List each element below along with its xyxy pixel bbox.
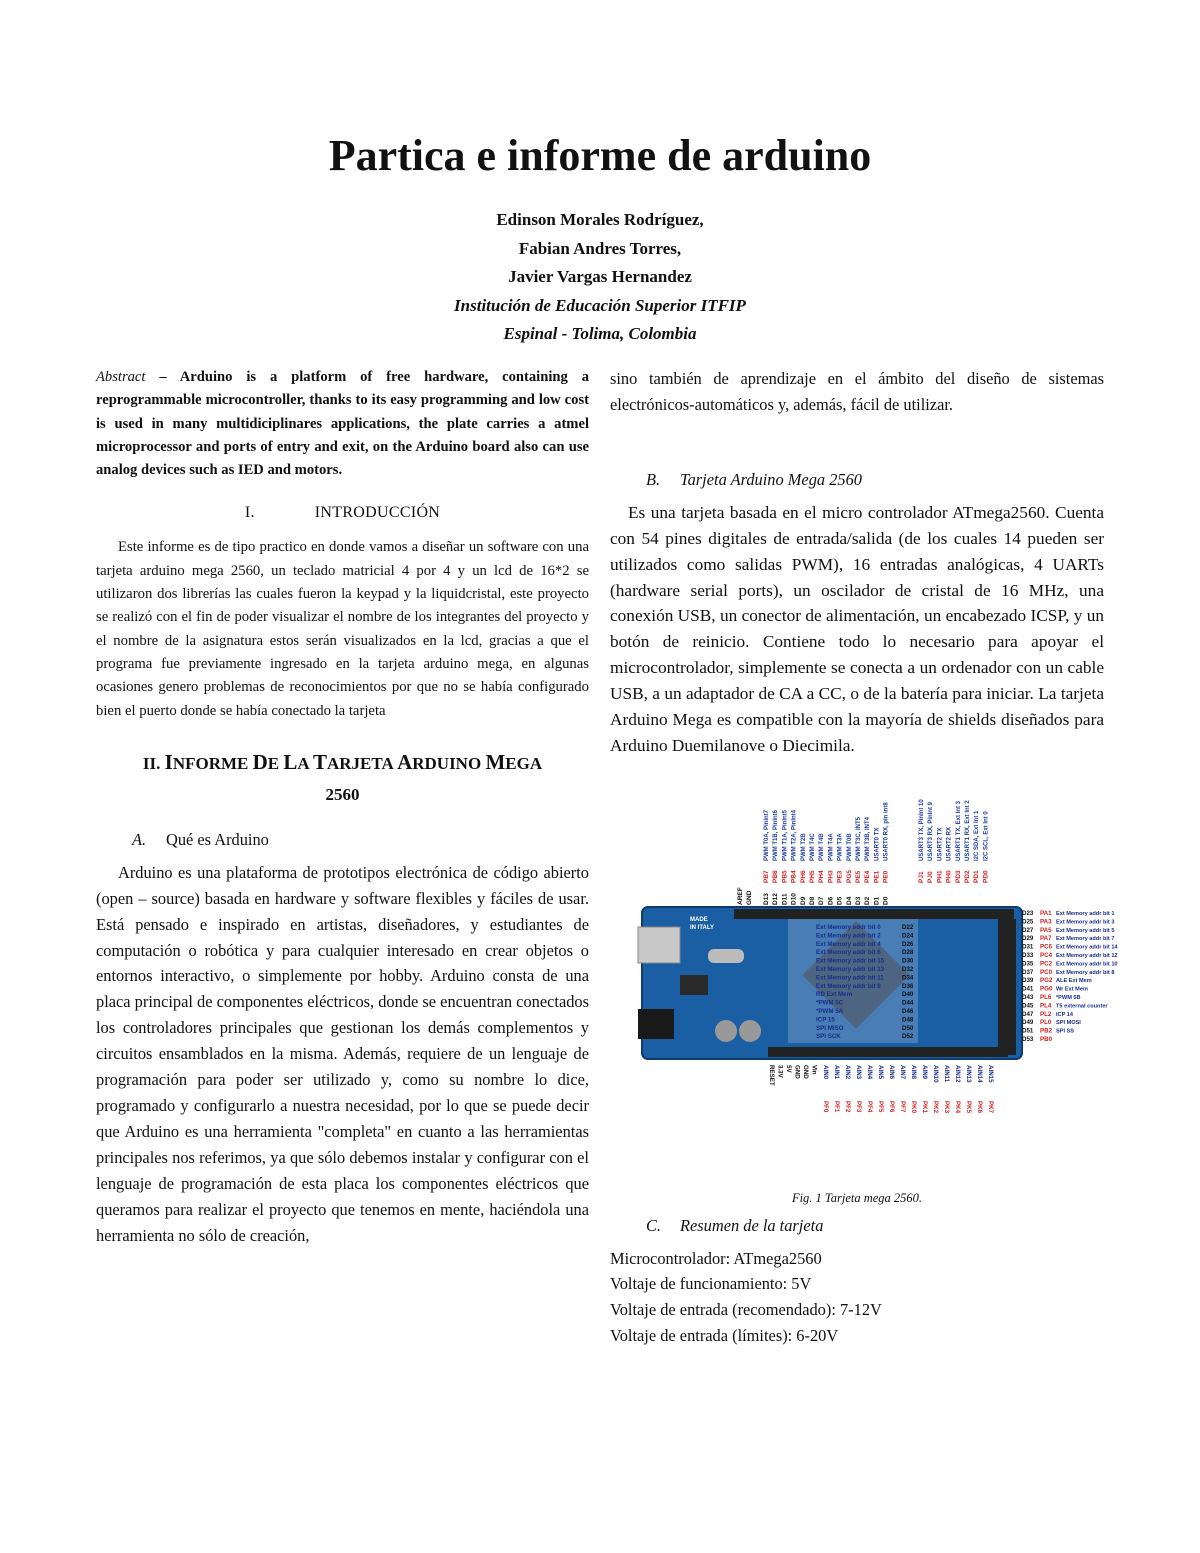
port-label-top-right: PJ0 [927, 871, 935, 883]
function-label-top: PWM T3B, INT4 [865, 816, 872, 861]
section-2-number: II. [142, 753, 161, 773]
function-label-right: Wr Ext Mem [1056, 986, 1088, 993]
pin-label: D46 [902, 1007, 914, 1015]
section-2-title-initial: I [164, 749, 173, 774]
pin-label-right: D43 [1022, 993, 1034, 1001]
function-label-top: PWM T3C, INT5 [856, 816, 862, 861]
pin-label-right: D37 [1022, 968, 1034, 976]
board-text: MADE [690, 916, 708, 923]
analog-pin-label: AIN11 [943, 1064, 950, 1083]
section-2-title-rest: E [267, 753, 284, 773]
spec-input-voltage-limits: Voltaje de entrada (límites): 6-20V [610, 1325, 839, 1345]
pin-label: D24 [902, 932, 914, 940]
analog-pin-label: AIN15 [987, 1064, 994, 1083]
pin-label-right: D35 [1022, 960, 1034, 968]
board-text: IN ITALY [690, 924, 715, 931]
analog-port-label: PF7 [899, 1100, 906, 1113]
analog-port-label: PK6 [976, 1100, 983, 1113]
port-label-right: PC4 [1040, 951, 1053, 959]
pin-label-right: D47 [1022, 1010, 1034, 1018]
function-label-top: PWM T4C [810, 833, 816, 861]
pin-label-top: D8 [809, 896, 816, 905]
power-pin-label: GND [793, 1064, 801, 1079]
function-label-top-right: I2C SCL, Ext Int 0 [983, 811, 990, 861]
subsection-b-letter: B. [646, 469, 661, 489]
function-label-top-right: USART2 TX [937, 827, 944, 861]
function-label-top: USART0 RX, pin int8 [883, 802, 890, 861]
pin-label-right: D51 [1022, 1027, 1034, 1035]
pin-label: D44 [902, 999, 914, 1007]
subsection-a-text: Arduino es una plataforma de prototipos electrónica de código abierto (open – source) basada en hardware y software flexibles y fáciles de usar. Está pensado e inspirado en artistas, diseñadores, y estudiantes de computación o robótica y para cualquier interesado en crear objetos o entornos interactivo, o simplemente por hobby. Arduino consta de una placa principal de componentes eléctricos, donde se encuentran conectados los controladores principales que gestionan los demás complementos y circuitos ensamblados en la misma. Además, requiere de un lenguaje de programación para poder ser utilizado y, como su nombre lo dice, programado y configurarlo a nuestra necesidad, por lo que se puede decir que Arduino es una herramienta "completa" en cuanto a las herramientas principales nos referimos, ya que sólo debemos instalar y configurar con el lenguaje de programación de esta placa los componentes eléctricos que queramos para realizar el proyecto que tenemos en mente, haciéndola una herramienta no sólo de creación, [96, 862, 589, 1245]
abstract [96, 366, 589, 482]
usb-chip [680, 975, 708, 995]
port-label-right: PL4 [1040, 1002, 1052, 1010]
section-2-title-initial: D [252, 749, 268, 774]
analog-pin-label: AIN13 [965, 1064, 972, 1083]
analog-port-label: PF6 [888, 1100, 895, 1113]
pin-label-right: D53 [1022, 1035, 1034, 1043]
analog-port-label: PF5 [877, 1100, 884, 1113]
analog-pin-label: AIN7 [899, 1064, 906, 1079]
paper-title: Partica e informe de arduino [328, 131, 872, 180]
pin-label-top: D4 [845, 896, 853, 905]
function-label-right: Ext Memory addr bit 5 [1056, 927, 1115, 934]
analog-pin-label: AIN6 [888, 1064, 895, 1079]
function-label-top-right: USART1 RX, Ext Int 2 [965, 800, 971, 861]
port-label-right: PA5 [1040, 926, 1052, 934]
port-label-top: PG5 [845, 869, 853, 883]
subsection-c-letter: C. [646, 1215, 662, 1235]
pin-function-label: Ext Memory addr bit 0 [816, 923, 881, 931]
port-label-top-right: PH1 [936, 870, 944, 883]
function-label-right: Ext Memory addr bit 10 [1056, 961, 1118, 968]
pin-function-label: SPI MISO [816, 1024, 844, 1032]
port-label-right: PL6 [1040, 993, 1052, 1001]
function-label-top-right: USART2 RX [946, 826, 953, 861]
function-label-top: PWM T1B, PinInt6 [773, 809, 780, 861]
function-label-top-right: USART1 TX, Ext Int 3 [955, 800, 962, 861]
port-label-right: PC2 [1040, 960, 1053, 968]
section-2-title-initial: A [397, 749, 413, 774]
power-pin-label: RESET [768, 1064, 775, 1086]
pin-function-label: Ext Memory addr bit 9 [816, 982, 881, 990]
port-label-top-right: PJ1 [918, 871, 925, 883]
pin-function-label: Ext Memory addr bit 15 [816, 957, 885, 965]
abstract-dash: – [145, 369, 180, 385]
section-2-heading [96, 747, 589, 810]
port-label-top: PB4 [790, 870, 798, 883]
function-label-right: T5 external counter [1056, 1003, 1108, 1010]
pin-label-right: D39 [1022, 977, 1034, 985]
left-column [96, 366, 589, 1248]
port-label-right: PC0 [1040, 968, 1053, 976]
function-label-top: PWM T2B [800, 833, 807, 861]
pin-label: D48 [902, 1016, 914, 1024]
port-label-right: PA7 [1040, 935, 1052, 943]
port-label-top: PE4 [864, 870, 872, 883]
pin-label: D22 [902, 923, 914, 931]
pin-label: D28 [902, 949, 914, 957]
pin-function-label: Ext Memory addr bit 6 [816, 949, 881, 957]
subsection-a-heading [132, 830, 589, 850]
section-2-title-line2: 2560 [325, 784, 360, 804]
port-label-top: PB7 [763, 870, 770, 883]
analog-port-label: PF4 [866, 1100, 873, 1113]
section-2-title-rest: NFORME [172, 753, 253, 773]
arduino-mega-pinout-diagram [638, 779, 1118, 1179]
crystal [708, 949, 744, 963]
analog-pin-label: AIN14 [976, 1064, 983, 1083]
analog-port-label: PK5 [965, 1100, 972, 1113]
analog-port-label: PK0 [910, 1100, 917, 1113]
analog-port-label: PK7 [987, 1100, 994, 1113]
function-label-top-right: USART3 RX, PinInt 9 [928, 801, 935, 861]
right-column [610, 366, 1118, 1348]
institution: Institución de Educación Superior ITFIP [454, 295, 746, 315]
function-label-top-right: I2C SDA, Ext Int 1 [974, 810, 981, 861]
function-label-right: Ext Memory addr bit 14 [1056, 944, 1118, 951]
paper-header [0, 132, 1200, 349]
function-label-right: Ext Memory addr bit 7 [1056, 936, 1115, 943]
analog-pin-label: AIN12 [954, 1064, 961, 1083]
pin-function-label: Ext Memory addr bit 4 [816, 940, 881, 948]
function-label-top-right: USART3 TX, PinInt 10 [919, 799, 925, 861]
section-1-number: I. [244, 504, 255, 522]
analog-pin-label: AIN5 [877, 1064, 884, 1079]
analog-port-label: PK3 [943, 1100, 950, 1113]
power-pin-label: 5V [785, 1064, 792, 1073]
pin-label: D26 [902, 940, 914, 948]
port-label-top: PH3 [827, 870, 835, 883]
analog-pin-label: AIN1 [833, 1064, 840, 1079]
function-label-top: PWM T1A, PinInt5 [782, 809, 789, 861]
port-label-top: PH4 [818, 870, 826, 883]
pin-label-right: D45 [1022, 1002, 1034, 1010]
port-label-top: PE1 [873, 870, 881, 883]
section-2-title-initial: M [485, 749, 506, 774]
port-label-right: PB0 [1040, 1035, 1053, 1043]
pin-label-right: D41 [1022, 985, 1034, 993]
analog-pin-label: AIN0 [822, 1064, 829, 1079]
location: Espinal - Tolima, Colombia [503, 324, 697, 344]
bottom-header [768, 1047, 1008, 1057]
section-1-title: INTRODUCCIÓN [314, 504, 441, 522]
analog-port-label: PF3 [855, 1100, 862, 1113]
port-label-top-right: PD2 [964, 870, 971, 883]
function-label-right: SPI SS [1056, 1028, 1075, 1035]
function-label-top: USART0 TX [874, 827, 881, 861]
pin-function-label: Ext Memory addr bit 13 [816, 965, 885, 973]
pin-label-right: D27 [1022, 926, 1034, 934]
port-label-top-right: PD0 [982, 870, 990, 883]
pin-label: D50 [902, 1024, 914, 1032]
power-pin-label: GND [802, 1064, 809, 1079]
section-2-title [164, 749, 543, 774]
analog-port-label: PF2 [844, 1100, 851, 1113]
function-label-top: PWM T3A [837, 833, 844, 861]
subsection-a-letter: A. [132, 829, 147, 849]
pin-function-label: Ext Memory addr bit 2 [816, 932, 881, 940]
capacitor [739, 1020, 761, 1042]
pin-label: D36 [902, 982, 914, 990]
pin-label: D40 [902, 991, 914, 999]
figure-caption: Fig. 1 Tarjeta mega 2560. [791, 1190, 923, 1205]
function-label-top: PWM T0B [846, 833, 853, 861]
section-2-title-initial: L [283, 749, 298, 774]
pin-label-top: D6 [827, 896, 835, 905]
port-label-right: PC6 [1040, 943, 1053, 951]
function-label-right: ICP 14 [1056, 1011, 1073, 1018]
function-label-right: ALE Ext Mem [1056, 978, 1092, 985]
pin-label-top: D13 [763, 892, 770, 905]
pin-label-aref: GND [746, 890, 754, 905]
subsection-b-heading [646, 470, 1104, 490]
analog-pin-label: AIN4 [866, 1064, 873, 1079]
author-3: Javier Vargas Hernandez [508, 267, 692, 287]
port-label-top: PB6 [772, 870, 780, 883]
pin-function-label: RD Ext Mem [816, 991, 853, 999]
analog-pin-label: AIN3 [855, 1064, 862, 1079]
port-label-top-right: PH0 [945, 870, 953, 883]
port-label-top: PE3 [836, 870, 844, 883]
pin-label-right: D25 [1022, 918, 1034, 926]
function-label-right: Ext Memory addr bit 8 [1056, 969, 1115, 976]
power-pin-label: Vin [810, 1064, 818, 1075]
analog-port-label: PF1 [833, 1100, 840, 1113]
abstract-label: Abstract [96, 369, 146, 385]
pin-label-top: D5 [836, 896, 844, 905]
pin-label: D32 [902, 965, 914, 973]
pin-label-top: D1 [873, 896, 881, 905]
port-label-right: PG0 [1040, 985, 1053, 993]
analog-pin-label: AIN8 [910, 1064, 917, 1079]
function-label-right: *PWM 5B [1056, 994, 1081, 1001]
subsection-b-text: Es una tarjeta basada en el micro controlador ATmega2560. Cuenta con 54 pines digitales de entrada/salida (de los cuales 14 pueden ser utilizados como salidas PWM), 16 entradas analógicas, 4 UARTs (hardware serial ports), un oscilador de cristal de 16 MHz, una conexión USB, un conector de alimentación, un encabezado ICSP, y un botón de reinicio. Contiene todo lo necesario para apoyar el microcontrolador, simplemente se conecta a un ordenador con un cable USB, a un adaptador de CA a CC, o de la batería para iniciar. La tarjeta Arduino Mega es compatible con la mayoría de shields diseñados para Arduino Duemilanove o Diecimila. [610, 502, 1104, 755]
arduino-mega-figure [638, 779, 1118, 1179]
analog-pin-label: AIN9 [921, 1064, 928, 1079]
author-2: Fabian Andres Torres, [518, 238, 682, 258]
abstract-text: Arduino is a platform of free hardware, containing a reprogrammable microcontroller, thanks to its easy programming and low cost is used in many multidiciplinares applications, the plate carries a atmel microprocessor and ports of entry and exit, on the Arduino board also can use analog devices such as IED and motors. [96, 369, 590, 479]
function-label-top: PWM T0A, PinInt7 [764, 809, 770, 861]
function-label-top: PWM T4A [828, 833, 835, 861]
pin-label-top: D9 [799, 896, 807, 905]
power-jack [638, 1009, 674, 1039]
function-label-right: Ext Memory addr bit 12 [1056, 952, 1118, 959]
port-label-right: PA1 [1040, 909, 1052, 917]
section-2-title-rest: EGA [505, 753, 543, 773]
port-label-top: PH5 [809, 870, 816, 883]
analog-port-label: PF0 [822, 1100, 829, 1113]
section-2-title-rest: RDUINO [412, 753, 486, 773]
pin-label-top: D3 [855, 896, 862, 905]
pin-function-label: SPI SCK [816, 1033, 841, 1041]
pin-function-label: ICP 15 [816, 1016, 835, 1024]
section-2-title-initial: T [312, 749, 327, 774]
spec-microcontroller: Microcontrolador: ATmega2560 [610, 1248, 822, 1268]
pin-label-right: D31 [1022, 943, 1034, 951]
subsection-c-title: Resumen de la tarjeta [680, 1215, 824, 1235]
top-header [734, 909, 1014, 919]
author-1: Edinson Morales Rodríguez, [496, 210, 704, 230]
pin-label: D30 [902, 957, 914, 965]
function-label-top: PWM T2A, PinInt4 [791, 809, 798, 861]
pin-function-label: *PWM 5A [816, 1007, 844, 1015]
pin-label-aref: AREF [737, 887, 744, 905]
pin-function-label: *PWM 5C [816, 999, 844, 1007]
usb-connector [638, 927, 680, 963]
section-1-text: Este informe es de tipo practico en donde vamos a diseñar un software con una tarjeta arduino mega 2560, un teclado matricial 4 por 4 y un lcd de 16*2 se utilizaron dos librerías las cuales fueron la keypad y la liquidcristal, este proyecto se realizó con el fin de poder visualizar el nombre de los integrantes del proyecto y el nombre de la asignatura estos serán visualizados en la lcd, gracias a que el programa fue previamente ingresado en la tarjeta arduino mega, en algunas ocasiones genero problemas de reconocimientos por que no se había configurado bien el puerto donde se había conectado la tarjeta [96, 539, 589, 719]
subsection-a-title: Qué es Arduino [166, 829, 269, 849]
port-label-top: PB5 [781, 870, 789, 883]
pin-label-right: D49 [1022, 1019, 1034, 1027]
analog-pin-label: AIN2 [844, 1064, 851, 1079]
function-label-top: PWM T4B [819, 833, 826, 861]
subsection-c-heading [646, 1216, 1104, 1236]
spec-input-voltage-recommended: Voltaje de entrada (recomendado): 7-12V [610, 1300, 882, 1320]
port-label-top: PE0 [882, 870, 890, 883]
analog-port-label: PK2 [932, 1100, 939, 1113]
port-label-top: PE5 [855, 870, 862, 883]
analog-port-label: PK1 [921, 1100, 928, 1113]
pin-label-top: D7 [818, 896, 826, 905]
port-label-right: PA3 [1040, 918, 1052, 926]
port-label-right: PL0 [1040, 1019, 1052, 1027]
pin-label-right: D23 [1022, 909, 1034, 917]
subsection-b-title: Tarjeta Arduino Mega 2560 [680, 469, 862, 489]
pin-label-right: D29 [1022, 935, 1034, 943]
pin-function-label: Ext Memory addr bit 11 [816, 974, 884, 982]
pin-label-right: D33 [1022, 951, 1034, 959]
port-label-top-right: PD3 [954, 870, 962, 883]
pin-label: D52 [902, 1033, 914, 1041]
pin-label: D34 [902, 974, 914, 982]
port-label-right: PB2 [1040, 1027, 1053, 1035]
port-label-right: PL2 [1040, 1010, 1052, 1018]
section-1-heading [96, 504, 589, 522]
pin-label-top: D2 [864, 896, 872, 905]
function-label-right: Ext Memory addr bit 3 [1056, 919, 1115, 926]
spec-operating-voltage: Voltaje de funcionamiento: 5V [610, 1274, 812, 1294]
function-label-right: Ext Memory addr bit 1 [1056, 910, 1115, 917]
right-header [998, 919, 1016, 1055]
port-label-top: PH6 [799, 870, 807, 883]
capacitor [715, 1020, 737, 1042]
pin-label-top: D0 [882, 896, 890, 905]
analog-pin-label: AIN10 [932, 1064, 939, 1083]
port-label-right: PG2 [1040, 977, 1053, 985]
section-2-title-rest: ARJETA [327, 753, 398, 773]
subsection-a-text-continued: sino también de aprendizaje en el ámbito del diseño de sistemas electrónicos-automáticos y, además, fácil de utilizar. [610, 369, 1104, 414]
analog-port-label: PK4 [954, 1100, 961, 1113]
pin-label-top: D10 [790, 892, 798, 905]
pin-label-top: D11 [781, 893, 789, 905]
pin-label-top: D12 [772, 892, 780, 905]
section-2-title-rest: A [297, 753, 313, 773]
power-pin-label: 3.3V [776, 1064, 784, 1078]
function-label-right: SPI MOSI [1056, 1020, 1081, 1027]
port-label-top-right: PD1 [973, 870, 981, 883]
